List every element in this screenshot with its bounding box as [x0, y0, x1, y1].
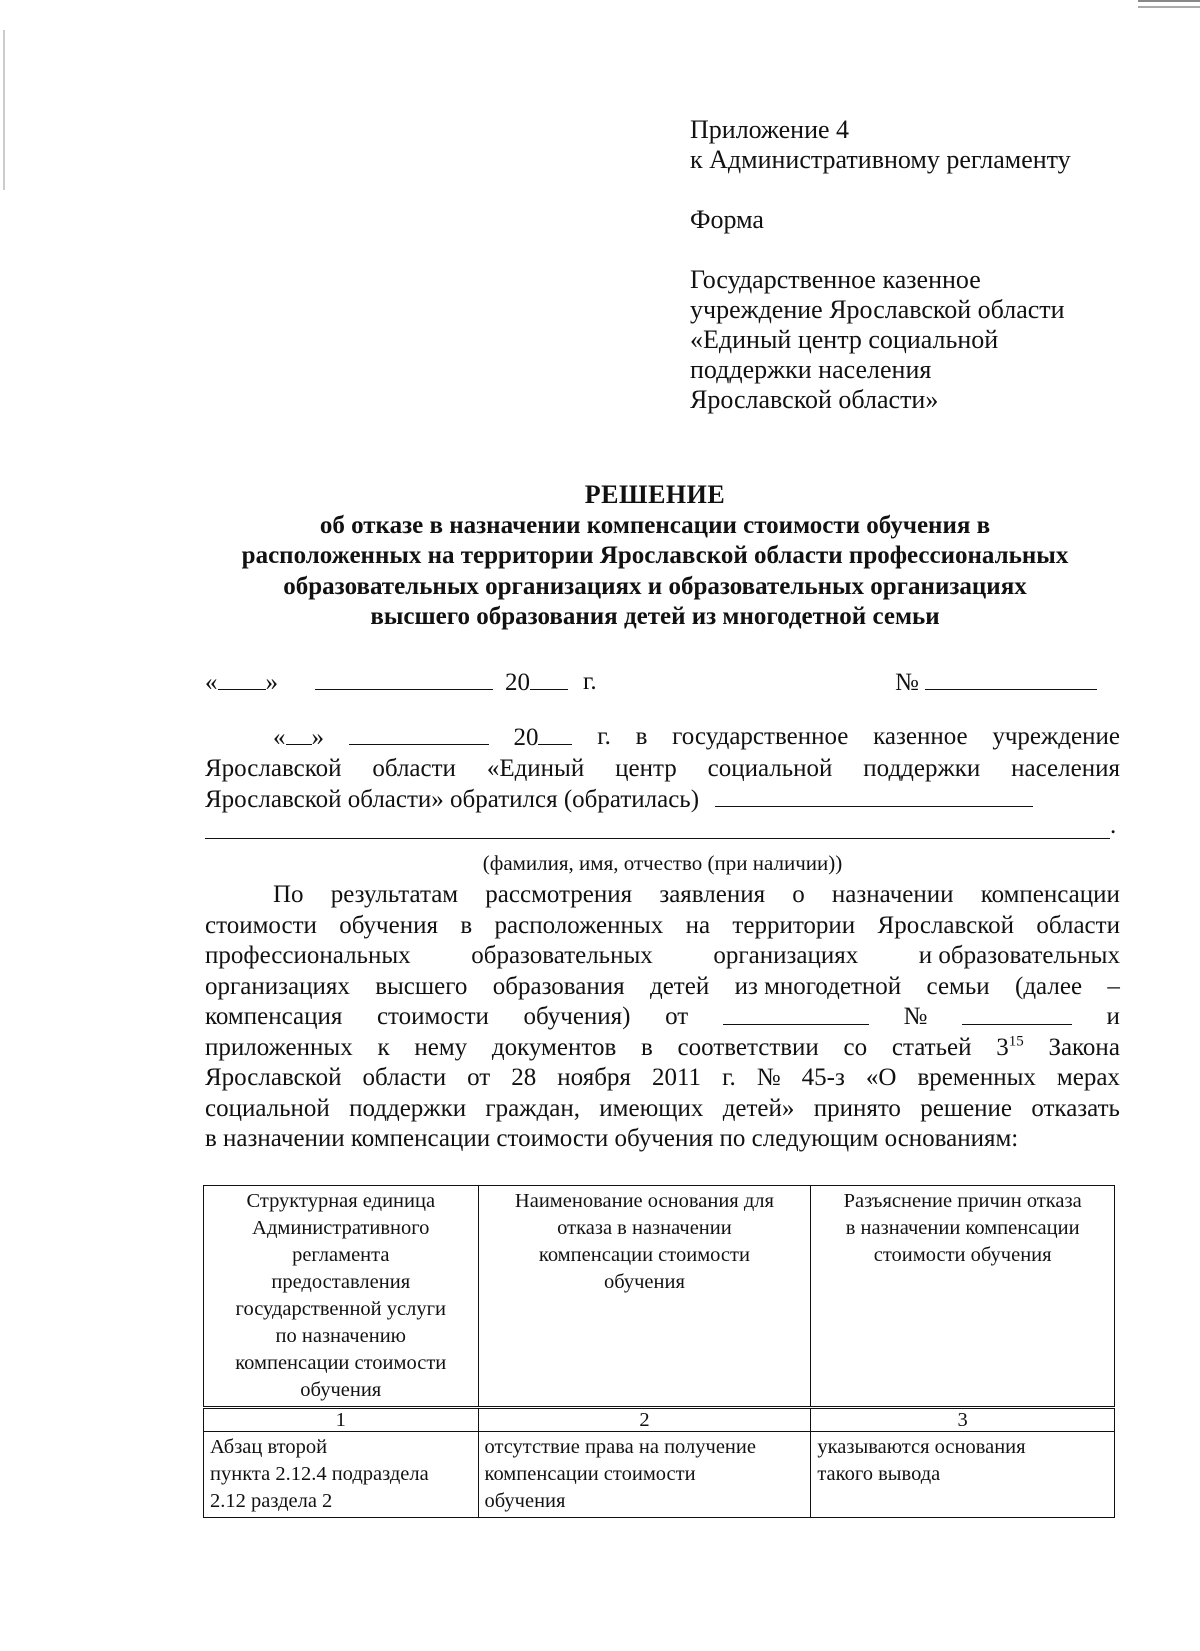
table-row — [204, 1432, 1115, 1518]
paragraph-line: организациях высшего образования детей из многодетной семьи (далее – — [205, 972, 1120, 1000]
title-line: образовательных организациях и образовательных организациях — [283, 572, 1027, 600]
decision-number-field[interactable]: № — [895, 667, 1097, 698]
table-cell: Абзац второй пункта 2.12.4 подраздела 2.12 раздела 2 — [204, 1432, 479, 1518]
application-day-field[interactable]: « » — [273, 724, 324, 751]
table-number-cell: 1 — [204, 1408, 479, 1432]
document-header — [690, 115, 1160, 415]
title-line: расположенных на территории Ярославской области профессиональных — [241, 542, 1069, 569]
paragraph-line: профессиональных образовательных организациях и образовательных — [205, 942, 1120, 969]
regulation-label: к Административному регламенту — [690, 145, 1071, 174]
paragraph-line: Ярославской области «Единый центр социальной поддержки населения — [205, 754, 1120, 782]
application-year-field[interactable]: 20 — [513, 722, 572, 754]
scan-edge-mark — [1138, 0, 1200, 10]
date-day-field[interactable]: « » — [205, 669, 278, 696]
paragraph-line: По результатам рассмотрения заявления о назначении компенсации — [273, 881, 1120, 908]
title-line: об отказе в назначении компенсации стоимости обучения в — [319, 511, 991, 539]
date-number-row — [205, 667, 1110, 701]
application-number-field[interactable] — [962, 1002, 1072, 1025]
paragraph-line: приложенных к нему документов в соответствии со статьей $3^{15}$ Закона — [205, 1033, 1120, 1061]
application-month-field[interactable] — [349, 722, 489, 745]
application-paragraph — [205, 722, 1120, 816]
table-header-cell: Разъяснение причин отказа в назначении компенсации стоимости обучения — [811, 1186, 1115, 1408]
form-label: Форма — [690, 205, 764, 234]
date-month-field[interactable] — [315, 667, 493, 698]
document-title — [190, 480, 1120, 633]
institution-line: Государственное казенное — [690, 265, 981, 294]
table-cell: отсутствие права на получение компенсации стоимости обучения — [478, 1432, 811, 1518]
table-number-cell: 3 — [811, 1408, 1115, 1432]
paragraph-line: социальной поддержки граждан, имеющих детей» принято решение отказать — [205, 1094, 1120, 1122]
table-cell: указываются основания такого вывода — [811, 1432, 1115, 1518]
refusal-grounds-table — [203, 1185, 1115, 1518]
paragraph-line: Ярославской области от 28 ноября 2011 г. № 45-з «О временных мерах — [205, 1064, 1120, 1091]
institution-line: поддержки населения — [690, 355, 932, 384]
application-date-field[interactable] — [723, 1002, 869, 1025]
table-header-cell: Структурная единица Административного регламента предоставления государственной услуги по назначению компенсации стоимости обучения — [204, 1186, 479, 1408]
applicant-name-field[interactable] — [715, 784, 1033, 807]
table-number-row — [204, 1408, 1115, 1432]
scan-left-mark — [3, 30, 5, 190]
paragraph-line: Ярославской области» обратился (обратилась) — [205, 784, 1120, 816]
decision-paragraph — [205, 880, 1120, 1155]
title-line: высшего образования детей из многодетной семьи — [370, 603, 940, 630]
table-header-cell: Наименование основания для отказа в назначении компенсации стоимости обучения — [478, 1186, 811, 1408]
date-year-field[interactable]: 20 — [505, 667, 568, 698]
institution-line: «Единый центр социальной — [690, 325, 999, 354]
line-period: . — [1110, 812, 1117, 839]
date-year-suffix: г. — [583, 668, 597, 695]
appendix-label: Приложение 4 — [690, 115, 850, 144]
paragraph-line: стоимости обучения в расположенных на территории Ярославской области — [205, 911, 1120, 939]
table-header-row — [204, 1186, 1115, 1408]
paragraph-line: в назначении компенсации стоимости обучения по следующим основаниям: — [205, 1125, 1019, 1152]
paragraph-line: компенсация стоимости обучения) от № и — [205, 1003, 1120, 1030]
institution-line: Ярославской области» — [690, 385, 939, 414]
title-main: РЕШЕНИЕ — [584, 480, 726, 509]
fio-caption: (фамилия, имя, отчество (при наличии)) — [482, 851, 843, 875]
paragraph-line: « » 20 г. в государственное казенное учреждение — [205, 722, 1120, 754]
institution-line: учреждение Ярославской области — [690, 295, 1065, 324]
table-number-cell: 2 — [478, 1408, 811, 1432]
applicant-name-field-line[interactable] — [205, 838, 1110, 839]
